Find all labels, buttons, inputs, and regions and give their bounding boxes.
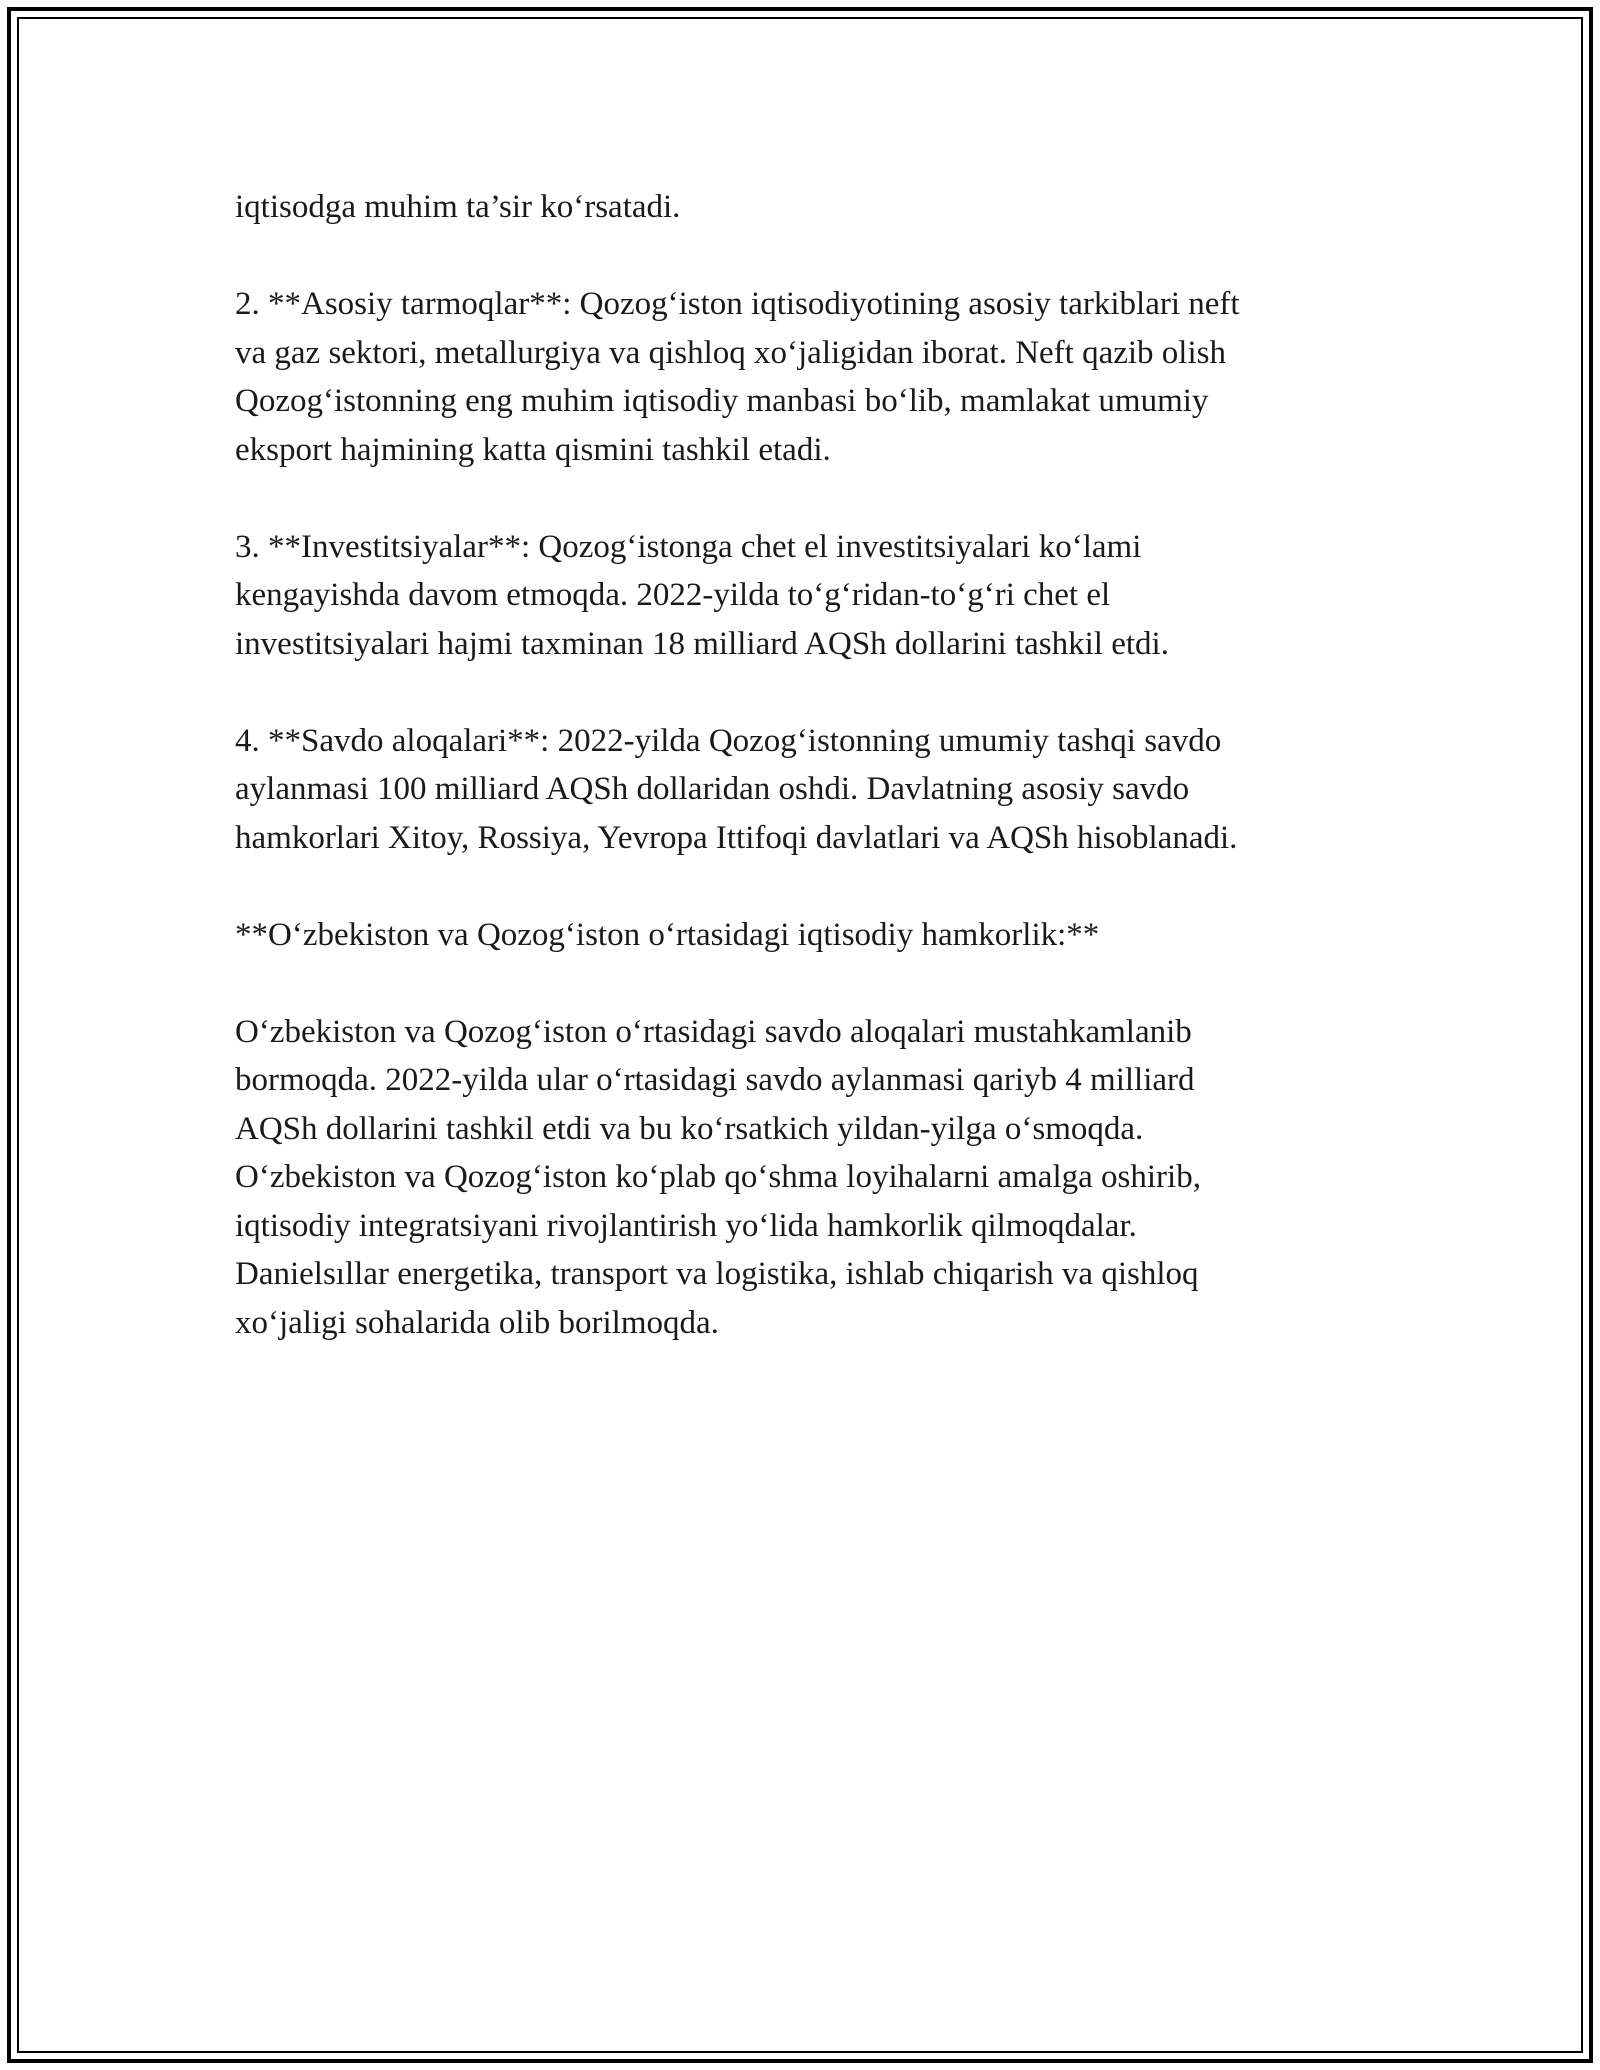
document-body [235,183,1385,1347]
paragraph-cooperation: O‘zbekiston va Qozog‘iston o‘rtasidagi savdo aloqalari mustahkamlanib bormoqda. 2022-yilda ular o‘rtasidagi savdo aylanmasi qariyb 4 milliard AQSh dollarini tashkil etdi va bu ko‘rsatkich yildan-yilga o‘smoqda. O‘zbekiston va Qozog‘iston ko‘plab qo‘shma loyihalarni amalga oshirib, iqtisodiy integratsiyani rivojlantirish yo‘lida hamkorlik qilmoqdalar. Danielsıllar energetika, transport va logistika, ishlab chiqarish va qishloq xo‘jaligi sohalarida olib borilmoqda. [235,1013,1201,1341]
paragraph-continuation: iqtisodga muhim ta’sir ko‘rsatadi. [235,189,681,225]
paragraph-investments: 3. **Investitsiyalar**: Qozog‘istonga chet el investitsiyalari ko‘lami kengayishda davom etmoqda. 2022-yilda to‘g‘ridan-to‘g‘ri chet el investitsiyalari hajmi taxminan 18 milliard AQSh dollarini tashkil etdi. [235,528,1169,662]
section-heading-cooperation: **O‘zbekiston va Qozog‘iston o‘rtasidagi iqtisodiy hamkorlik:** [235,916,1100,953]
paragraph-trade-relations: 4. **Savdo aloqalari**: 2022-yilda Qozog‘istonning umumiy tashqi savdo aylanmasi 100 milliard AQSh dollaridan oshdi. Davlatning asosiy savdo hamkorlari Xitoy, Rossiya, Yevropa Ittifoqi davlatlari va AQSh hisoblanadi. [235,722,1238,856]
paragraph-main-sectors: 2. **Asosiy tarmoqlar**: Qozog‘iston iqtisodiyotining asosiy tarkiblari neft va gaz sektori, metallurgiya va qishloq xo‘jaligidan iborat. Neft qazib olish Qozog‘istonning eng muhim iqtisodiy manbasi bo‘lib, mamlakat umumiy eksport hajmining katta qismini tashkil etadi. [235,286,1240,468]
